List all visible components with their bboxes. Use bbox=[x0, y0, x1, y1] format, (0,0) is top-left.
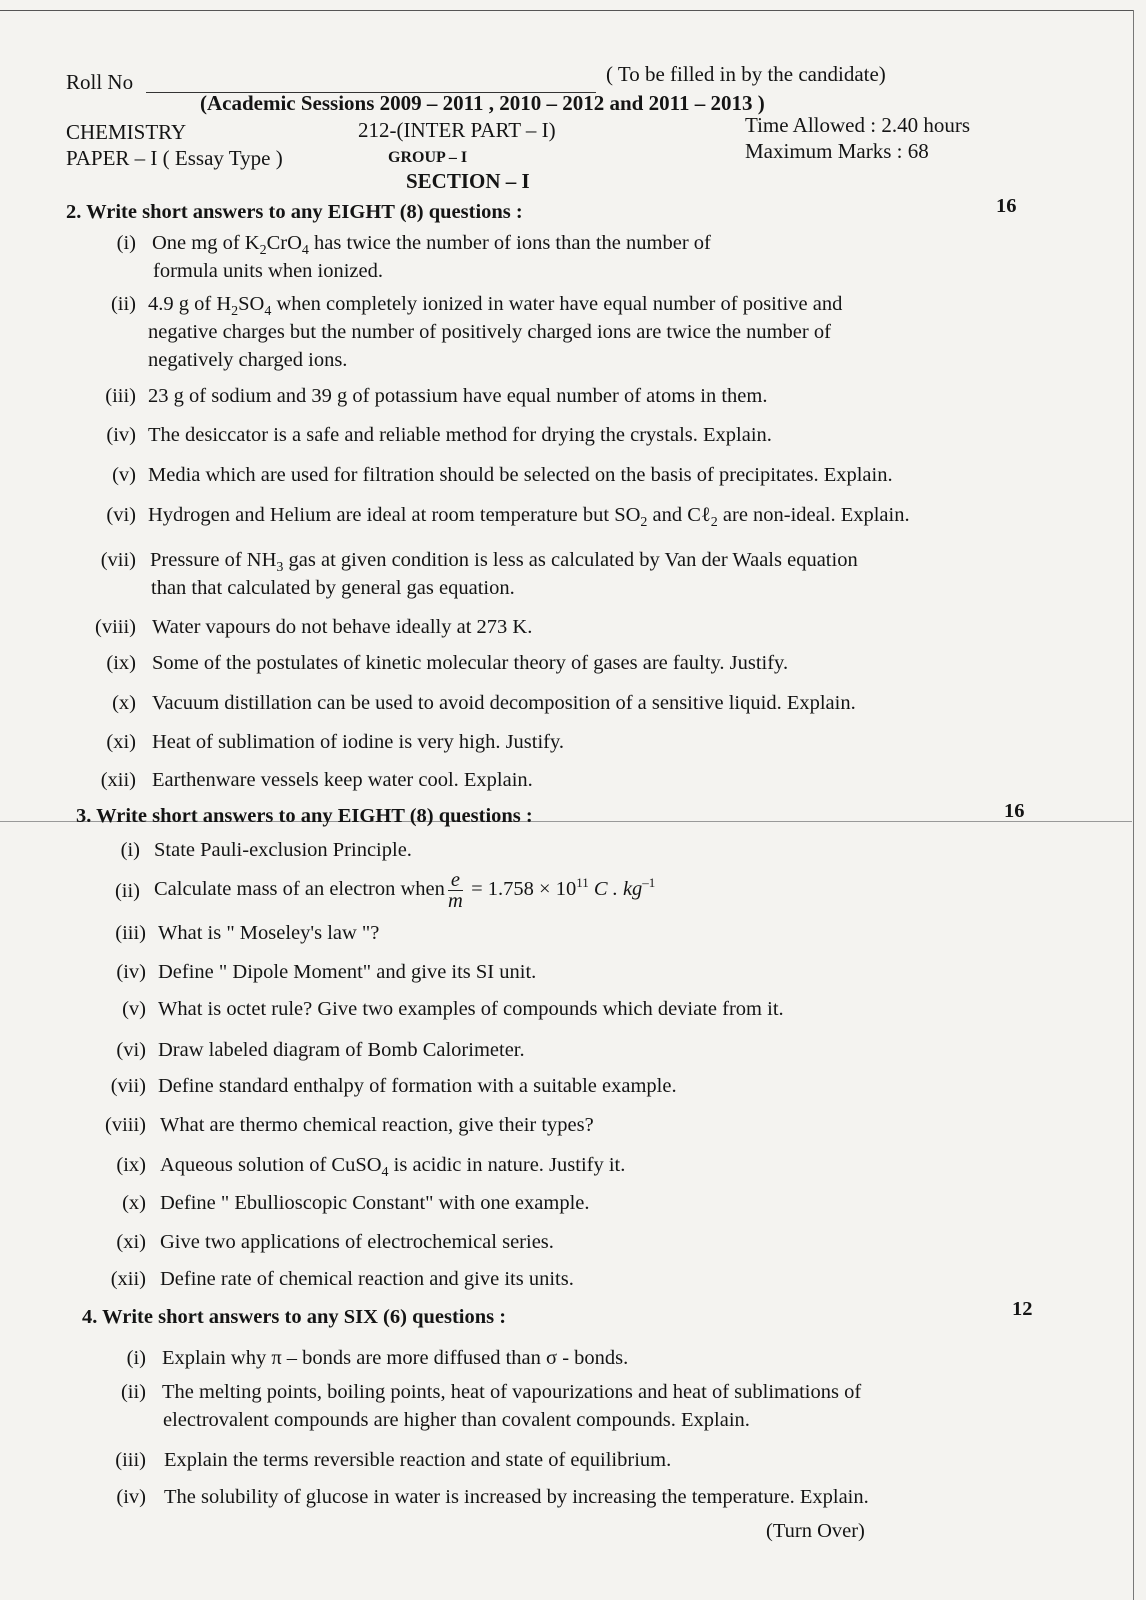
item-number: (v) bbox=[122, 998, 146, 1020]
item-number: (xii) bbox=[100, 769, 136, 791]
item-number: (iii) bbox=[115, 1449, 146, 1471]
q3-heading: 3. Write short answers to any EIGHT (8) questions : bbox=[76, 805, 533, 827]
q2-heading: 2. Write short answers to any EIGHT (8) questions : bbox=[66, 201, 523, 223]
right-border bbox=[1133, 10, 1134, 1600]
max-marks: Maximum Marks : 68 bbox=[745, 139, 929, 163]
roll-no-label: Roll No bbox=[66, 70, 134, 94]
item-number: (ix) bbox=[106, 652, 136, 674]
item-number: (iv) bbox=[116, 1486, 146, 1508]
item-number: (xii) bbox=[110, 1268, 146, 1290]
item-number: (iv) bbox=[116, 961, 146, 983]
item-number: (xi) bbox=[116, 1231, 146, 1253]
item-number: (iii) bbox=[105, 385, 136, 407]
q3-marks: 16 bbox=[1004, 800, 1025, 822]
item-number: (i) bbox=[126, 1347, 146, 1369]
q4-heading: 4. Write short answers to any SIX (6) questions : bbox=[82, 1306, 507, 1328]
item-number: (i) bbox=[120, 839, 140, 861]
item-number: (ii) bbox=[114, 880, 140, 902]
e-over-m-fraction: $\frac{e}{m}$ bbox=[448, 868, 463, 912]
subject-title: CHEMISTRY bbox=[66, 120, 187, 144]
item-number: (x) bbox=[122, 1192, 146, 1214]
paper-type: PAPER – I ( Essay Type ) bbox=[66, 146, 283, 170]
item-number: (i) bbox=[116, 232, 136, 254]
item-number: (vii) bbox=[100, 549, 136, 571]
item-number: (ii) bbox=[120, 1381, 146, 1403]
item-number: (v) bbox=[112, 464, 136, 486]
top-border bbox=[0, 10, 1134, 11]
item-number: (x) bbox=[112, 692, 136, 714]
item-number: (vi) bbox=[106, 504, 136, 526]
item-number: (ix) bbox=[116, 1154, 146, 1176]
time-allowed: Time Allowed : 2.40 hours bbox=[745, 113, 970, 137]
turn-over-note: (Turn Over) bbox=[766, 1520, 865, 1542]
item-number: (vi) bbox=[116, 1039, 146, 1061]
paper-code: 212-(INTER PART – I) bbox=[358, 118, 556, 142]
academic-sessions: (Academic Sessions 2009 – 2011 , 2010 – 2012 and 2011 – 2013 ) bbox=[200, 91, 765, 115]
section-title: SECTION – I bbox=[406, 169, 530, 193]
group-label: GROUP – I bbox=[388, 149, 468, 166]
item-number: (iii) bbox=[115, 922, 146, 944]
item-number: (xi) bbox=[106, 731, 136, 753]
q4-marks: 12 bbox=[1012, 1298, 1033, 1320]
q2-marks: 16 bbox=[996, 195, 1017, 217]
item-number: (viii) bbox=[105, 1114, 146, 1136]
item-number: (ii) bbox=[110, 293, 136, 315]
item-number: (viii) bbox=[95, 616, 136, 638]
item-number: (iv) bbox=[106, 424, 136, 446]
fill-note: ( To be filled in by the candidate) bbox=[606, 62, 886, 86]
item-number: (vii) bbox=[110, 1075, 146, 1097]
